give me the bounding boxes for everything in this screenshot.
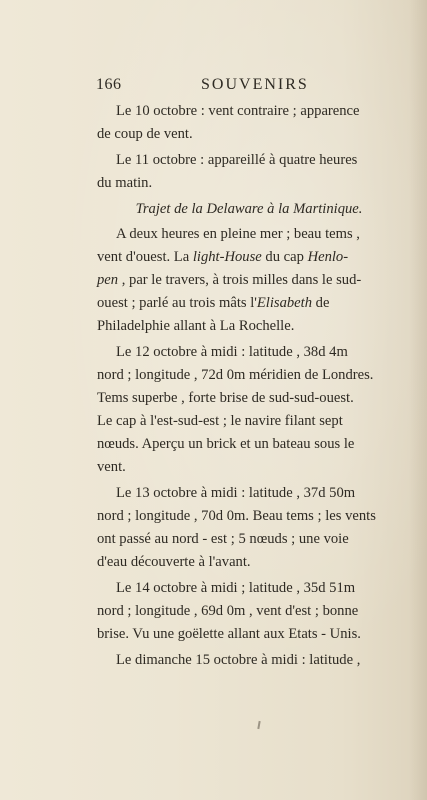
text-line: nord ; longitude , 69d 0m , vent d'est ; bonne xyxy=(97,603,359,619)
text-line: nœuds. Aperçu un brick et un bateau sous le xyxy=(97,436,355,452)
text-line: Le 13 octobre à midi : latitude , 37d 50m xyxy=(116,485,356,501)
text-line: ouest ; parlé au trois mâts l'Elisabeth de xyxy=(97,295,330,311)
ink-mark xyxy=(257,721,260,729)
paragraph-oct-11 xyxy=(97,149,401,195)
text-line: ont passé au nord - est ; 5 nœuds ; une voie xyxy=(97,531,349,547)
text-line: nord ; longitude , 72d 0m méridien de Londres. xyxy=(97,367,374,383)
text-line: A deux heures en pleine mer ; beau tems , xyxy=(116,226,360,242)
text-line: nord ; longitude , 70d 0m. Beau tems ; les vents xyxy=(97,508,376,524)
text-line: Le dimanche 15 octobre à midi : latitude , xyxy=(116,652,361,668)
paragraph-oct-10 xyxy=(97,100,401,146)
text-line: du matin. xyxy=(97,175,153,191)
text-line: Le 10 octobre : vent contraire ; apparence xyxy=(116,103,360,119)
page-edge-shadow xyxy=(409,0,427,800)
text-line: Le cap à l'est-sud-est ; le navire filant sept xyxy=(97,413,343,429)
text-line: Tems superbe , forte brise de sud-sud-ouest. xyxy=(97,390,354,406)
text-line: Le 12 octobre à midi : latitude , 38d 4m xyxy=(116,344,348,360)
paragraph-oct-12 xyxy=(97,341,401,479)
text-line: vent d'ouest. La light-House du cap Henlo- xyxy=(97,249,349,265)
text-line: Philadelphie allant à La Rochelle. xyxy=(97,318,295,334)
page-header xyxy=(96,76,402,96)
text-line: vent. xyxy=(97,459,126,475)
page-number: 166 xyxy=(96,76,122,93)
running-title: SOUVENIRS xyxy=(201,76,309,93)
text-line: brise. Vu une goëlette allant aux Etats - Unis. xyxy=(97,626,361,642)
text-line: Le 11 octobre : appareillé à quatre heures xyxy=(116,152,358,168)
page-body xyxy=(97,100,401,672)
paragraph-oct-14 xyxy=(97,577,401,646)
section-title: Trajet de la Delaware à la Martinique. xyxy=(135,201,363,217)
text-line: Le 14 octobre à midi ; latitude , 35d 51m xyxy=(116,580,356,596)
paragraph-oct-13 xyxy=(97,482,401,574)
paragraph-departure xyxy=(97,223,401,338)
text-line: de coup de vent. xyxy=(97,126,193,142)
text-line: d'eau découverte à l'avant. xyxy=(97,554,251,570)
text-line: pen , par le travers, à trois milles dans le sud- xyxy=(97,272,362,288)
paragraph-oct-15 xyxy=(97,649,401,672)
